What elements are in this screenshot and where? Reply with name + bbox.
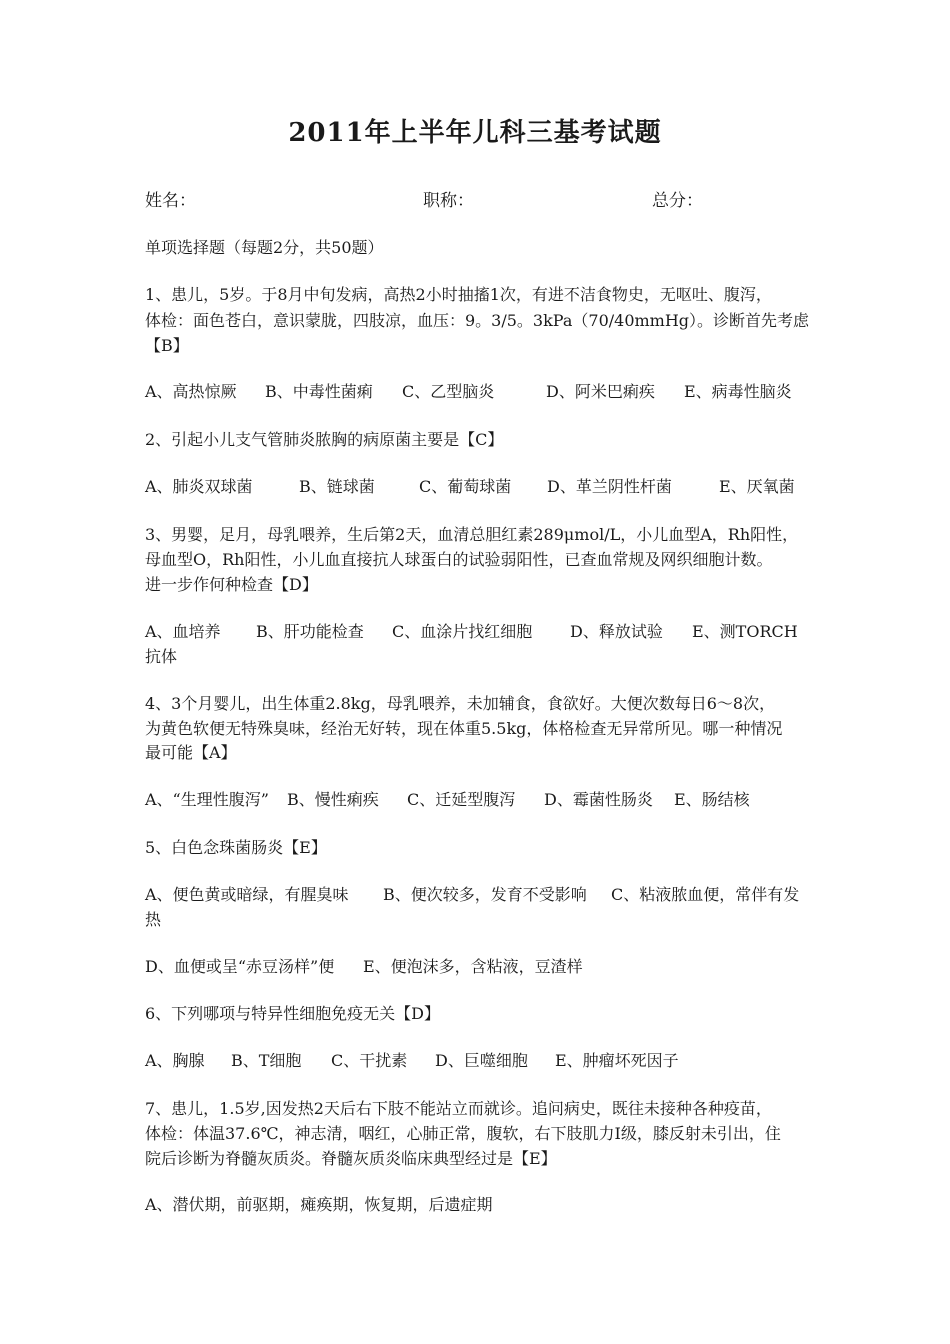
- page-title: 2011年上半年儿科三基考试题: [288, 118, 662, 148]
- question-text-line: 7、患儿，1.5岁,因发热2天后右下肢不能站立而就诊。追问病史，既往未接种各种疫苗，: [145, 1099, 772, 1118]
- question-text-line: 院后诊断为脊髓灰质炎。脊髓灰质炎临床典型经过是【E】: [145, 1149, 557, 1168]
- option: B、链球菌: [299, 477, 375, 496]
- options-line: [145, 620, 825, 644]
- option: E、病毒性脑炎: [684, 382, 792, 401]
- question-text-line: 进一步作何种检查【D】: [145, 575, 318, 594]
- question-text-line: 为黄色软便无特殊臭味，经治无好转，现在体重5.5kg，体格检查无异常所见。哪一种情况: [145, 719, 783, 738]
- question-text-line: 3、男婴，足月，母乳喂养，生后第2天，血清总胆红素289μmol/L，小儿血型A，Rh阳性，: [145, 525, 799, 544]
- section-heading: 单项选择题（每题2分，共50题）: [145, 238, 384, 257]
- question-text-line: 母血型O，Rh阳性，小儿血直接抗人球蛋白的试验弱阳性，已查血常规及网织细胞计数。: [145, 550, 773, 569]
- options-line-continued: 抗体: [145, 647, 178, 666]
- option: C、乙型脑炎: [402, 382, 495, 401]
- option: E、肠结核: [674, 790, 750, 809]
- question-text-line: 5、白色念珠菌肠炎【E】: [145, 838, 327, 857]
- question-text-line: 体检：面色苍白，意识蒙胧，四肢凉，血压：9。3/5。3kPa（70/40mmHg）。诊断首先考虑: [145, 311, 810, 330]
- question-text-line: 最可能【A】: [145, 743, 237, 762]
- option: C、迁延型腹泻: [407, 790, 516, 809]
- question-text-line: 1、患儿，5岁。于8月中旬发病，高热2小时抽搐1次，有进不洁食物史，无呕吐、腹泻，: [145, 285, 772, 304]
- option: D、霉菌性肠炎: [544, 790, 653, 809]
- option: E、测TORCH: [692, 622, 798, 641]
- option: A、潜伏期，前驱期，瘫痪期，恢复期，后遗症期: [145, 1195, 493, 1214]
- option: D、释放试验: [570, 622, 663, 641]
- option: E、肿瘤坏死因子: [555, 1051, 679, 1070]
- score-label: 总分：: [652, 191, 703, 211]
- option: A、血培养: [145, 622, 221, 641]
- option: E、厌氧菌: [719, 477, 795, 496]
- options-line-continued: 热: [145, 910, 162, 929]
- options-line: [145, 955, 825, 979]
- question-text-line: 2、引起小儿支气管肺炎脓胸的病原菌主要是【C】: [145, 430, 504, 449]
- option: D、阿米巴痢疾: [546, 382, 655, 401]
- question-text-line: 6、下列哪项与特异性细胞免疫无关【D】: [145, 1004, 441, 1023]
- option: B、肝功能检查: [256, 622, 364, 641]
- option: A、高热惊厥: [145, 382, 237, 401]
- option: C、粘液脓血便，常伴有发: [611, 885, 800, 904]
- option: A、肺炎双球菌: [145, 477, 253, 496]
- option: A、便色黄或暗绿，有腥臭味: [145, 885, 349, 904]
- option: C、血涂片找红细胞: [392, 622, 533, 641]
- option: D、革兰阴性杆菌: [547, 477, 672, 496]
- option: D、血便或呈“赤豆汤样”便: [145, 957, 335, 976]
- option: E、便泡沫多，含粘液，豆渣样: [363, 957, 583, 976]
- options-line: [145, 883, 825, 907]
- option: A、胸腺: [145, 1051, 205, 1070]
- option: B、中毒性菌痢: [265, 382, 373, 401]
- option: C、葡萄球菌: [419, 477, 512, 496]
- option: B、便次较多，发育不受影响: [383, 885, 587, 904]
- options-line: [145, 475, 825, 499]
- options-line: [145, 1049, 825, 1073]
- option: A、“生理性腹泻”: [145, 790, 269, 809]
- options-line: [145, 1193, 825, 1217]
- position-label: 职称：: [423, 191, 474, 211]
- question-text-line: 4、3个月婴儿，出生体重2.8kg，母乳喂养，未加辅食，食欲好。大便次数每日6～8次，: [145, 694, 776, 713]
- name-label: 姓名：: [145, 191, 196, 211]
- option: C、干扰素: [331, 1051, 408, 1070]
- question-text-line: 【B】: [145, 336, 189, 355]
- options-line: [145, 788, 825, 812]
- question-text-line: 体检：体温37.6℃，神志清，咽红，心肺正常，腹软，右下肢肌力Ⅰ级，膝反射未引出，住: [145, 1124, 781, 1143]
- option: D、巨噬细胞: [435, 1051, 528, 1070]
- option: B、慢性痢疾: [287, 790, 379, 809]
- option: B、T细胞: [231, 1051, 302, 1070]
- options-line: [145, 380, 825, 404]
